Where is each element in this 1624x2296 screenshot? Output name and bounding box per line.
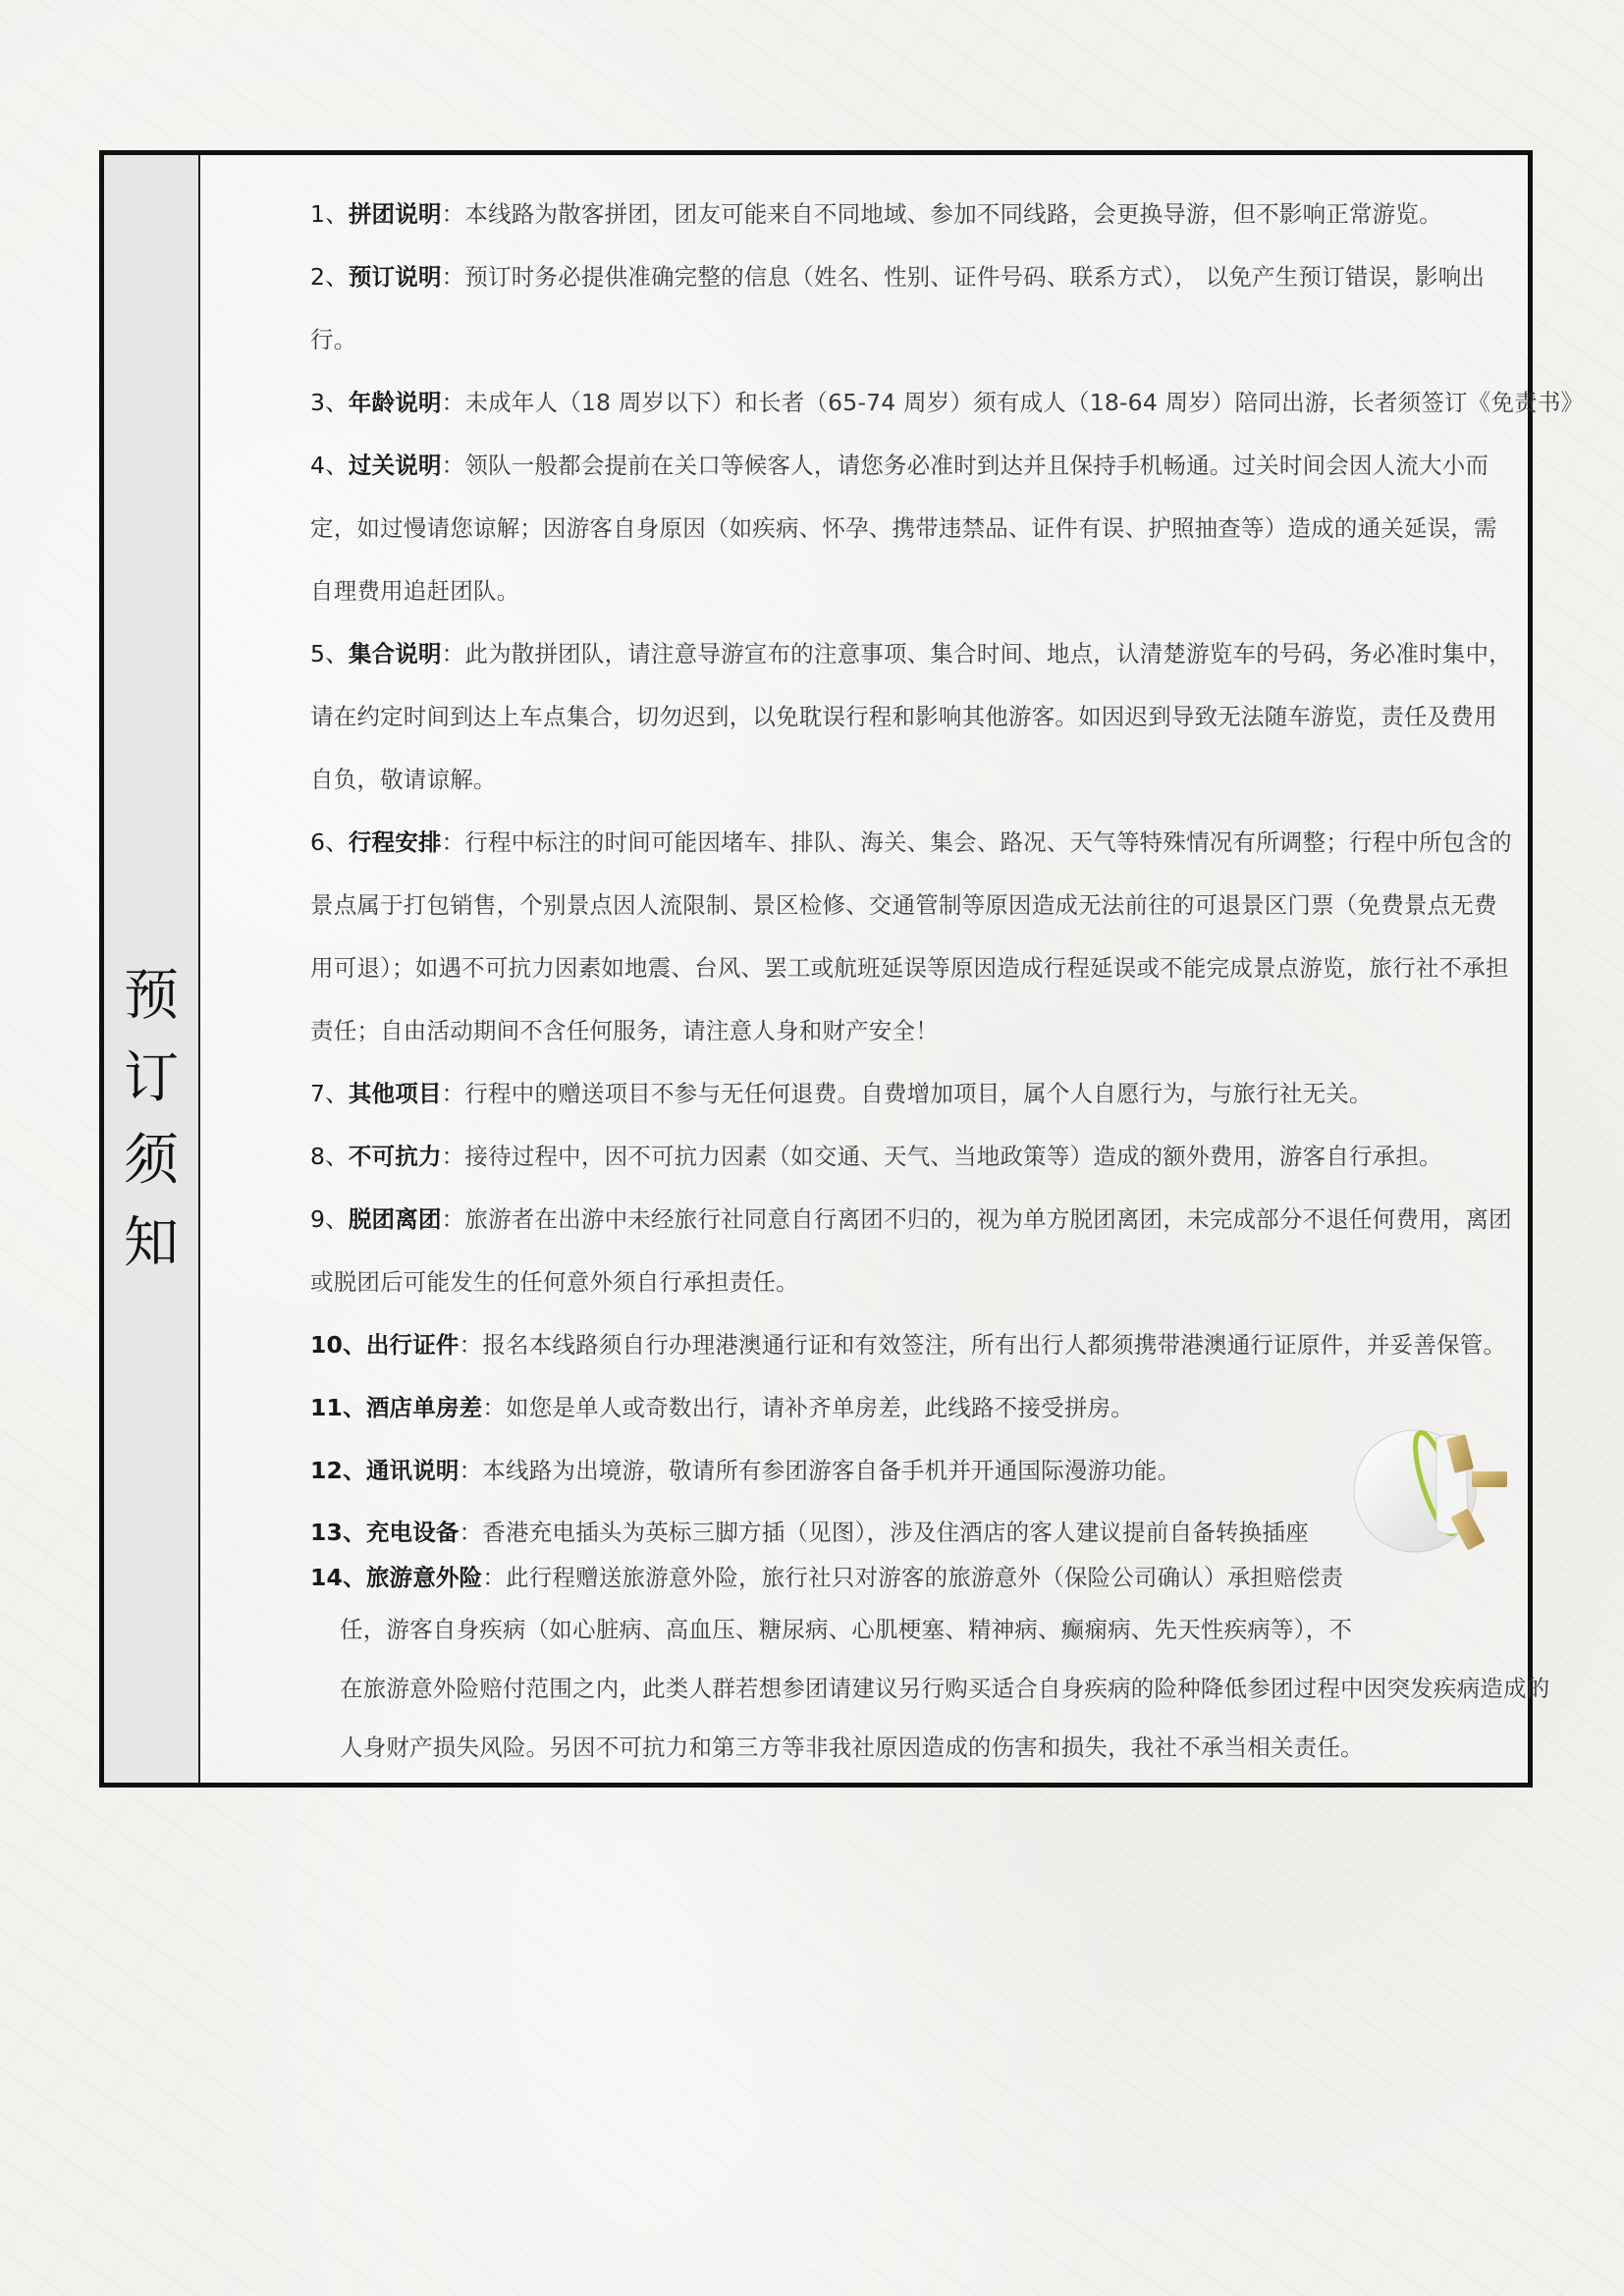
- item-separator: ：: [459, 1519, 483, 1546]
- item-separator: ：: [441, 452, 465, 479]
- side-title-char: 知: [124, 1211, 179, 1275]
- item-separator: ：: [441, 263, 465, 291]
- item-number: 7、: [310, 1080, 349, 1107]
- item-label: 通讯说明: [365, 1457, 460, 1484]
- item-text: 本线路为散客拼团，团友可能来自不同地域、参加不同线路，会更换导游，但不影响正常游览。: [464, 200, 1442, 228]
- item-label: 脱团离团: [348, 1205, 442, 1233]
- item-label: 行程安排: [348, 828, 442, 856]
- item-text: 未成年人（18 周岁以下）和长者（65-74 周岁）须有成人（18-64 周岁）陪同出游，长者须签订《免责书》: [464, 389, 1585, 416]
- item-separator: ：: [482, 1394, 507, 1421]
- notice-item-single-room: [310, 1376, 1520, 1439]
- uk-plug-icon: [1346, 1415, 1513, 1562]
- notice-item-group-tour: [310, 183, 1520, 245]
- item-separator: ：: [441, 1143, 465, 1170]
- item-text-continued: 在旅游意外险赔付范围之内，此类人群若想参团请建议另行购买适合自身疾病的险种降低参团过程中因突发疾病造成的: [340, 1675, 1550, 1702]
- item-text: 行程中的赠送项目不参与无任何退费。自费增加项目，属个人自愿行为，与旅行社无关。: [464, 1080, 1373, 1107]
- item-separator: ：: [441, 1080, 465, 1107]
- item-text: 预订时务必提供准确完整的信息（姓名、性别、证件号码、联系方式）， 以免产生预订错误，影响出行。: [310, 263, 1486, 353]
- item-label: 预订说明: [348, 263, 442, 291]
- item-number: 9、: [310, 1205, 349, 1233]
- item-separator: ：: [482, 1564, 507, 1591]
- notice-item-travel-insurance: [310, 1555, 1550, 1777]
- notice-list: [310, 183, 1585, 1777]
- notice-item-booking: [310, 245, 1520, 371]
- item-text: 此为散拼团队，请注意导游宣布的注意事项、集合时间、地点，认清楚游览车的号码，务必准时集中，请在约定时间到达上车点集合，切勿迟到，以免耽误行程和影响其他游客。如因迟到导致无法随车游览，责任及费用自负，敬请谅解。: [310, 640, 1512, 793]
- notice-item-age: [310, 371, 1585, 434]
- item-text: 本线路为出境游，敬请所有参团游客自备手机并开通国际漫游功能。: [482, 1457, 1181, 1484]
- item-separator: ：: [441, 1205, 465, 1233]
- item-label: 酒店单房差: [365, 1394, 483, 1421]
- item-text: 香港充电插头为英标三脚方插（见图），涉及住酒店的客人建议提前自备转换插座: [482, 1519, 1309, 1546]
- side-title: [104, 955, 198, 1285]
- item-separator: ：: [441, 389, 465, 416]
- item-text: 行程中标注的时间可能因堵车、排队、海关、集会、路况、天气等特殊情况有所调整；行程中所包含的景点属于打包销售，个别景点因人流限制、景区检修、交通管制等原因造成无法前往的可退景区门票（免费景点无费用可退）；如遇不可抗力因素如地震、台风、罢工或航班延误等原因造成行程延误或不能完成景点游览，旅行社不承担责任；自由活动期间不含任何服务，请注意人身和财产安全！: [310, 828, 1512, 1044]
- item-label: 出行证件: [365, 1331, 460, 1359]
- item-label: 不可抗力: [348, 1143, 442, 1170]
- item-label: 过关说明: [348, 452, 442, 479]
- item-number: 5、: [310, 640, 349, 667]
- notice-item-charging: [310, 1510, 1520, 1555]
- item-number: 14、: [310, 1564, 366, 1591]
- item-text: 领队一般都会提前在关口等候客人，请您务必准时到达并且保持手机畅通。过关时间会因人流大小而定，如过慢请您谅解；因游客自身原因（如疾病、怀孕、携带违禁品、证件有误、护照抽查等）造成的通关延误，需自理费用追赶团队。: [310, 452, 1497, 605]
- item-text-continued: 任，游客自身疾病（如心脏病、高血压、糖尿病、心肌梗塞、精神病、癫痫病、先天性疾病等），不: [340, 1616, 1353, 1643]
- item-number: 13、: [310, 1519, 366, 1546]
- item-separator: ：: [441, 828, 465, 856]
- notice-item-leaving-group: [310, 1188, 1520, 1313]
- side-title-char: 预: [124, 964, 179, 1028]
- booking-notice-box: [99, 150, 1585, 1788]
- item-text: 旅游者在出游中未经旅行社同意自行离团不归的，视为单方脱团离团，未完成部分不退任何费用，离团或脱团后可能发生的任何意外须自行承担责任。: [310, 1205, 1512, 1296]
- item-text-continued: 人身财产损失风险。另因不可抗力和第三方等非我社原因造成的伤害和损失，我社不承当相关责任。: [340, 1734, 1364, 1761]
- side-title-char: 须: [124, 1129, 179, 1193]
- item-label: 年龄说明: [348, 389, 442, 416]
- item-label: 充电设备: [365, 1519, 460, 1546]
- item-number: 4、: [310, 452, 349, 479]
- item-separator: ：: [441, 640, 465, 667]
- item-number: 6、: [310, 828, 349, 856]
- item-number: 1、: [310, 200, 349, 228]
- notice-item-travel-documents: [310, 1313, 1520, 1376]
- item-number: 12、: [310, 1457, 366, 1484]
- item-separator: ：: [459, 1457, 483, 1484]
- item-label: 旅游意外险: [365, 1564, 483, 1591]
- item-separator: ：: [441, 200, 465, 228]
- item-number: 2、: [310, 263, 349, 291]
- side-title-char: 订: [124, 1046, 179, 1110]
- notice-item-other-projects: [310, 1062, 1520, 1125]
- item-text: 如您是单人或奇数出行，请补齐单房差，此线路不接受拼房。: [506, 1394, 1134, 1421]
- item-separator: ：: [459, 1331, 483, 1359]
- notice-content: [200, 155, 1585, 1783]
- item-label: 集合说明: [348, 640, 442, 667]
- item-number: 3、: [310, 389, 349, 416]
- side-title-panel: [104, 155, 200, 1783]
- notice-item-force-majeure: [310, 1125, 1520, 1188]
- item-number: 8、: [310, 1143, 349, 1170]
- notice-item-communication: [310, 1439, 1520, 1502]
- notice-item-assembly: [310, 622, 1520, 811]
- item-text: 接待过程中，因不可抗力因素（如交通、天气、当地政策等）造成的额外费用，游客自行承担。: [464, 1143, 1442, 1170]
- item-label: 拼团说明: [348, 200, 442, 228]
- item-number: 10、: [310, 1331, 366, 1359]
- notice-item-customs: [310, 434, 1520, 622]
- item-label: 其他项目: [348, 1080, 442, 1107]
- notice-item-itinerary: [310, 811, 1520, 1062]
- item-text: 报名本线路须自行办理港澳通行证和有效签注，所有出行人都须携带港澳通行证原件，并妥善保管。: [482, 1331, 1507, 1359]
- item-number: 11、: [310, 1394, 366, 1421]
- item-text: 此行程赠送旅游意外险，旅行社只对游客的旅游意外（保险公司确认）承担赔偿责: [506, 1564, 1344, 1591]
